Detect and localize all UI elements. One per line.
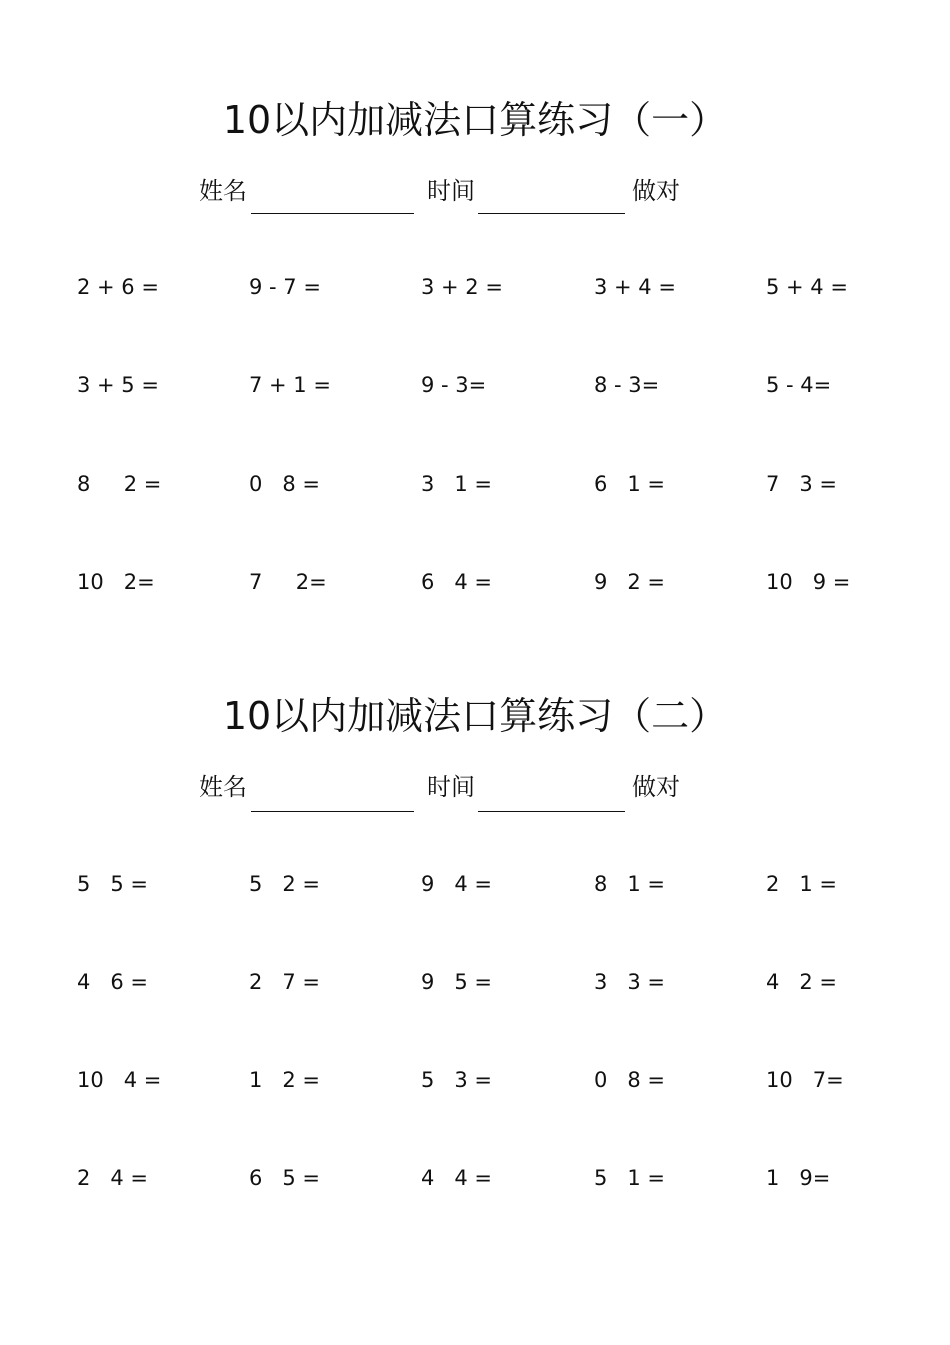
name-label: 姓名 bbox=[199, 773, 247, 801]
worksheet-title: 10以内加减法口算练习（二） bbox=[222, 694, 728, 738]
problem: 4 6 = bbox=[77, 970, 149, 994]
name-label: 姓名 bbox=[199, 177, 247, 205]
problem: 3 3 = bbox=[594, 970, 666, 994]
problem: 5 - 4= bbox=[766, 373, 832, 397]
problem: 0 8 = bbox=[594, 1068, 666, 1092]
problem: 6 4 = bbox=[421, 570, 493, 594]
problem: 2 4 = bbox=[77, 1166, 149, 1190]
problem: 5 2 = bbox=[249, 872, 321, 896]
time-blank bbox=[478, 811, 625, 812]
problem: 1 2 = bbox=[249, 1068, 321, 1092]
problem: 10 2= bbox=[77, 570, 155, 594]
problem: 7 2= bbox=[249, 570, 327, 594]
problem: 10 7= bbox=[766, 1068, 844, 1092]
problem: 9 - 3= bbox=[421, 373, 487, 397]
problem: 7 3 = bbox=[766, 472, 838, 496]
problem: 2 1 = bbox=[766, 872, 838, 896]
problem: 5 1 = bbox=[594, 1166, 666, 1190]
problem: 4 4 = bbox=[421, 1166, 493, 1190]
problem: 2 7 = bbox=[249, 970, 321, 994]
problem: 9 2 = bbox=[594, 570, 666, 594]
problem: 6 5 = bbox=[249, 1166, 321, 1190]
problem: 9 5 = bbox=[421, 970, 493, 994]
problem: 4 2 = bbox=[766, 970, 838, 994]
problem: 8 1 = bbox=[594, 872, 666, 896]
problem: 1 9= bbox=[766, 1166, 831, 1190]
problem: 9 4 = bbox=[421, 872, 493, 896]
problem: 0 8 = bbox=[249, 472, 321, 496]
name-blank bbox=[251, 213, 414, 214]
problem: 3 1 = bbox=[421, 472, 493, 496]
problem: 8 - 3= bbox=[594, 373, 660, 397]
correct-label: 做对 bbox=[632, 773, 680, 801]
problem: 6 1 = bbox=[594, 472, 666, 496]
problem: 3 + 5 = bbox=[77, 373, 159, 397]
correct-label: 做对 bbox=[632, 177, 680, 205]
problem: 3 + 2 = bbox=[421, 275, 503, 299]
time-label: 时间 bbox=[427, 773, 475, 801]
time-blank bbox=[478, 213, 625, 214]
time-label: 时间 bbox=[427, 177, 475, 205]
problem: 5 + 4 = bbox=[766, 275, 848, 299]
problem: 3 + 4 = bbox=[594, 275, 676, 299]
problem: 5 3 = bbox=[421, 1068, 493, 1092]
problem: 2 + 6 = bbox=[77, 275, 159, 299]
name-blank bbox=[251, 811, 414, 812]
problem: 5 5 = bbox=[77, 872, 149, 896]
worksheet-title: 10以内加减法口算练习（一） bbox=[222, 98, 728, 142]
problem: 9 - 7 = bbox=[249, 275, 321, 299]
problem: 10 9 = bbox=[766, 570, 851, 594]
problem: 10 4 = bbox=[77, 1068, 162, 1092]
problem: 8 2 = bbox=[77, 472, 162, 496]
problem: 7 + 1 = bbox=[249, 373, 331, 397]
